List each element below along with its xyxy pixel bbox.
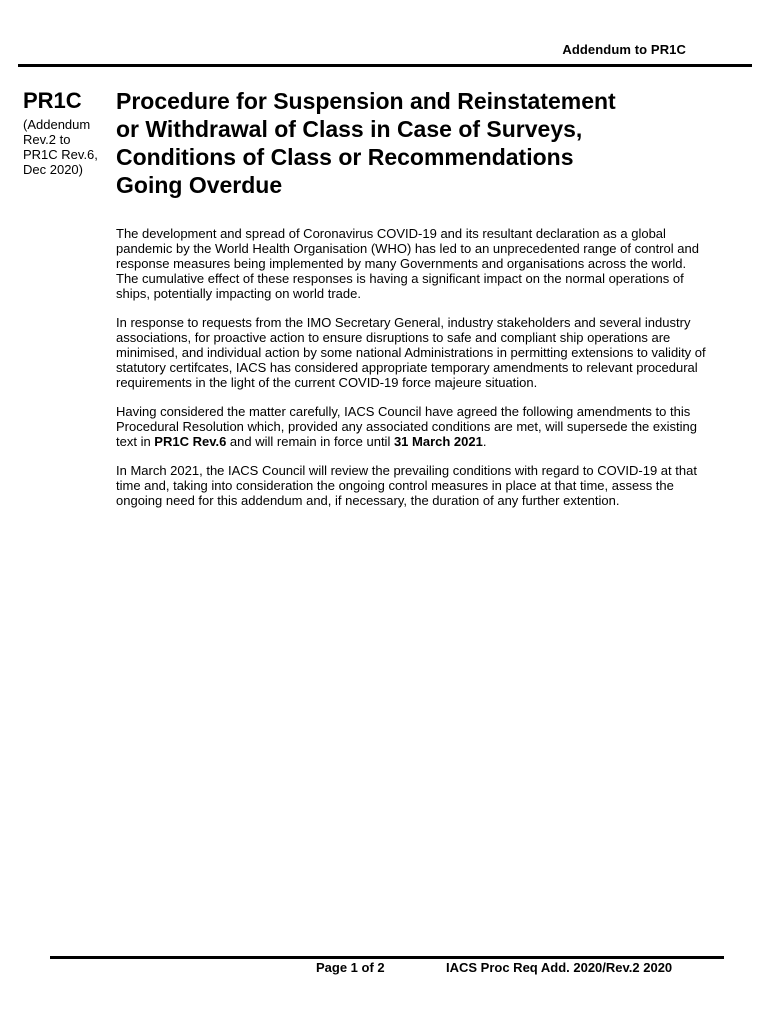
header-title: Addendum to PR1C (562, 42, 686, 57)
revision-note (23, 117, 115, 177)
title-line: Conditions of Class or Recommendations (116, 144, 574, 170)
title-line: Procedure for Suspension and Reinstatement (116, 88, 616, 114)
page-title (116, 87, 706, 199)
superseded-rule-ref: PR1C Rev.6 (154, 434, 227, 449)
revision-note-line: Dec 2020) (23, 162, 83, 177)
paragraph-iacs-response: In response to requests from the IMO Secretary General, industry stakeholders and several industry associations, for proactive action to ensure disruptions to safe and compliant ship operations are minimised, and individual action by some national Administrations in permitting extensions to validity of statutory certifcates, IACS has considered appropriate temporary amendments to relevant procedural requirements in the light of the current COVID-19 force majeure situation. (116, 315, 706, 390)
header-rule (18, 64, 752, 67)
text-segment: and will remain in force until (226, 434, 394, 449)
revision-note-line: PR1C Rev.6, (23, 147, 98, 162)
title-line: or Withdrawal of Class in Case of Surveys, (116, 116, 583, 142)
revision-note-line: (Addendum (23, 117, 91, 132)
text-segment: Having considered the matter carefully, IACS Council have agreed the following amendments to this Procedural Resolution which, provided any associated conditions are met, will supersede the existing text in (116, 404, 697, 449)
body-text (116, 226, 711, 522)
text-segment: . (482, 434, 487, 449)
requirement-code: PR1C (23, 88, 82, 113)
footer-rule (50, 956, 724, 959)
paragraph-covid-background: The development and spread of Coronavirus COVID-19 and its resultant declaration as a global pandemic by the World Health Organisation (WHO) has led to an unprecedented range of control and response measures being implemented by many Governments and organisations across the world. The cumulative effect of these responses is having a significant impact on the normal operations of ships, potentially impacting on world trade. (116, 226, 699, 301)
paragraph-review: In March 2021, the IACS Council will review the prevailing conditions with regard to COVID-19 at that time and, taking into consideration the ongoing control measures in place at that time, assess the ongoing need for this addendum and, if necessary, the duration of any further extention. (116, 463, 697, 508)
expiry-date: 31 March 2021 (393, 434, 483, 449)
paragraph-amendment-scope (116, 404, 711, 449)
page-number: Page 1 of 2 (316, 960, 385, 975)
document-reference: IACS Proc Req Add. 2020/Rev.2 2020 (446, 960, 673, 975)
revision-note-line: Rev.2 to (23, 132, 71, 147)
title-line: Going Overdue (116, 172, 283, 198)
